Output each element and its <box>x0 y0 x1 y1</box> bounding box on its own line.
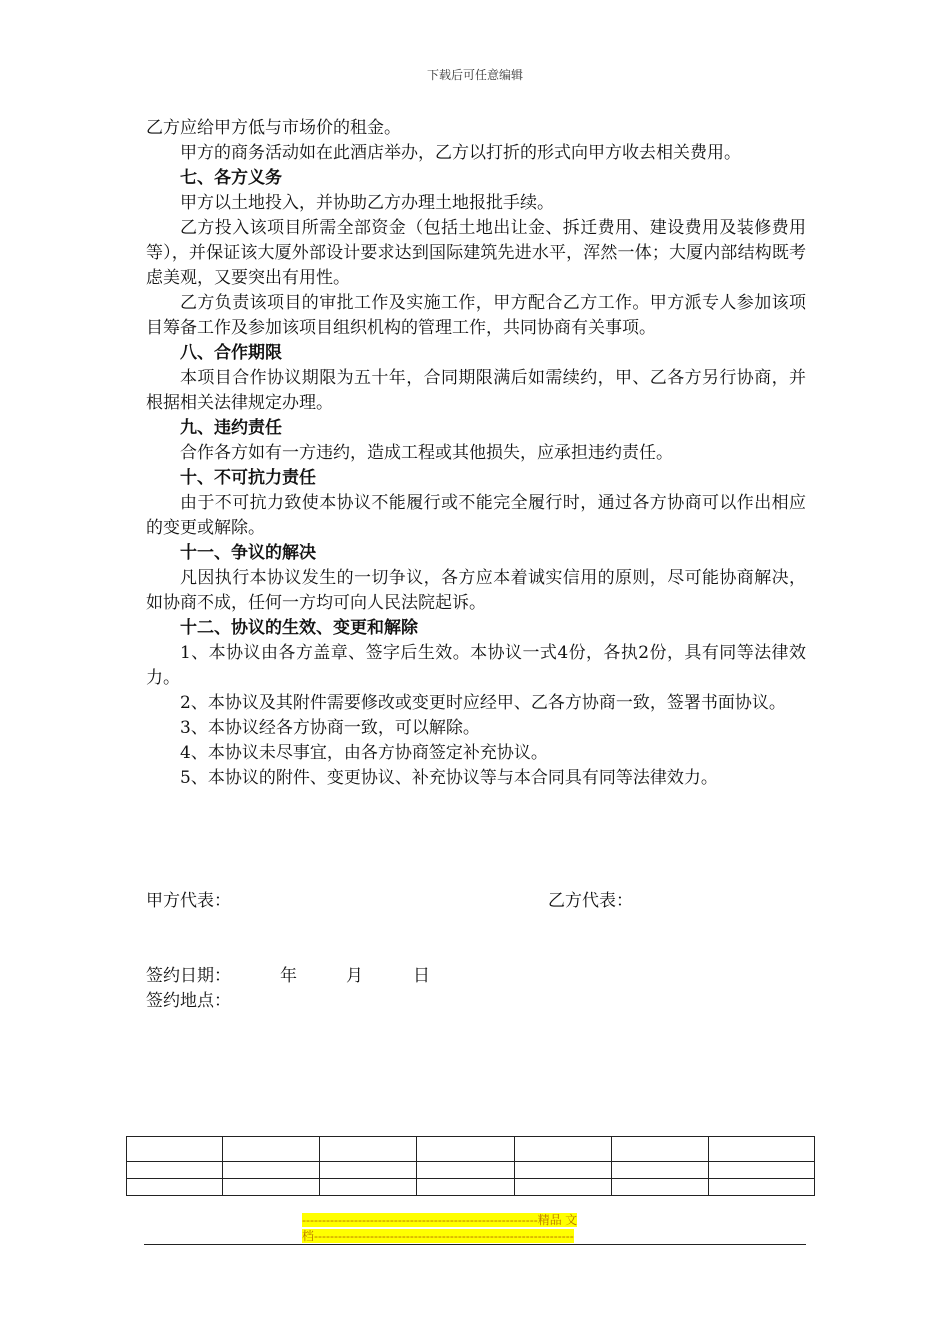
table-cell <box>223 1179 320 1196</box>
paragraph: 甲方以土地投入，并协助乙方办理土地报批手续。 <box>180 193 554 213</box>
section-heading-10: 十、不可抗力责任 <box>180 468 316 488</box>
table-cell <box>223 1162 320 1179</box>
table-cell <box>417 1179 514 1196</box>
table-cell <box>514 1179 611 1196</box>
table-cell <box>611 1137 708 1162</box>
party-a-label: 甲方代表： <box>146 891 231 911</box>
paragraph: 4、本协议未尽事宜，由各方协商签定补充协议。 <box>180 743 548 763</box>
table-cell <box>127 1137 223 1162</box>
section-heading-8: 八、合作期限 <box>180 343 282 363</box>
table-cell <box>708 1162 814 1179</box>
table-cell <box>514 1162 611 1179</box>
table-cell <box>223 1137 320 1162</box>
table-cell <box>611 1162 708 1179</box>
paragraph: 由于不可抗力致使本协议不能履行或不能完全履行时，通过各方协商可以作出相应的变更或解除。 <box>146 493 806 538</box>
sign-date-day: 日 <box>413 966 430 986</box>
table-cell <box>611 1179 708 1196</box>
section-heading-9: 九、违约责任 <box>180 418 282 438</box>
sign-place-label: 签约地点： <box>146 991 231 1011</box>
blank-table <box>126 1136 815 1196</box>
table-cell <box>417 1162 514 1179</box>
paragraph: 乙方负责该项目的审批工作及实施工作，甲方配合乙方工作。甲方派专人参加该项目筹备工作及参加该项目组织机构的管理工作，共同协商有关事项。 <box>146 293 806 338</box>
paragraph: 乙方投入该项目所需全部资金（包括土地出让金、拆迁费用、建设费用及装修费用等），并保证该大厦外部设计要求达到国际建筑先进水平，浑然一体；大厦内部结构既考虑美观，又要突出有用性。 <box>146 218 806 288</box>
footer-line-1: -----------------------------------------------------------精品 文 <box>302 1213 578 1227</box>
paragraph: 合作各方如有一方违约，造成工程或其他损失，应承担违约责任。 <box>180 443 673 463</box>
table-cell <box>708 1137 814 1162</box>
sign-date-month: 月 <box>346 966 363 986</box>
table-cell <box>417 1137 514 1162</box>
paragraph: 凡因执行本协议发生的一切争议，各方应本着诚实信用的原则，尽可能协商解决，如协商不成，任何一方均可向人民法院起诉。 <box>146 568 806 613</box>
party-b-label: 乙方代表： <box>548 891 633 911</box>
paragraph: 5、本协议的附件、变更协议、补充协议等与本合同具有同等法律效力。 <box>180 768 718 788</box>
header-note: 下载后可任意编辑 <box>426 68 523 82</box>
section-heading-7: 七、各方义务 <box>180 168 282 188</box>
table-cell <box>320 1137 417 1162</box>
table-cell <box>127 1162 223 1179</box>
section-heading-12: 十二、协议的生效、变更和解除 <box>180 618 418 638</box>
sign-date-label: 签约日期： <box>146 966 231 986</box>
document-body <box>146 116 806 791</box>
paragraph: 甲方的商务活动如在此酒店举办，乙方以打折的形式向甲方收去相关费用。 <box>180 143 741 163</box>
table-cell <box>708 1179 814 1196</box>
paragraph: 乙方应给甲方低与市场价的租金。 <box>146 118 401 138</box>
footer-line-2: 档----------------------------------------------------------------- <box>302 1229 574 1243</box>
paragraph: 1、本协议由各方盖章、签字后生效。本协议一式4份，各执2份，具有同等法律效力。 <box>146 643 806 688</box>
paragraph: 2、本协议及其附件需要修改或变更时应经甲、乙各方协商一致，签署书面协议。 <box>180 693 786 713</box>
section-heading-11: 十一、争议的解决 <box>180 543 316 563</box>
table-cell <box>320 1162 417 1179</box>
footer-rule <box>144 1244 806 1245</box>
footer-watermark <box>302 1212 647 1244</box>
table-cell <box>320 1179 417 1196</box>
table-cell <box>514 1137 611 1162</box>
table-cell <box>127 1179 223 1196</box>
paragraph: 3、本协议经各方协商一致，可以解除。 <box>180 718 480 738</box>
sign-date-year: 年 <box>280 966 297 986</box>
paragraph: 本项目合作协议期限为五十年，合同期限满后如需续约，甲、乙各方另行协商，并根据相关法律规定办理。 <box>146 368 806 413</box>
